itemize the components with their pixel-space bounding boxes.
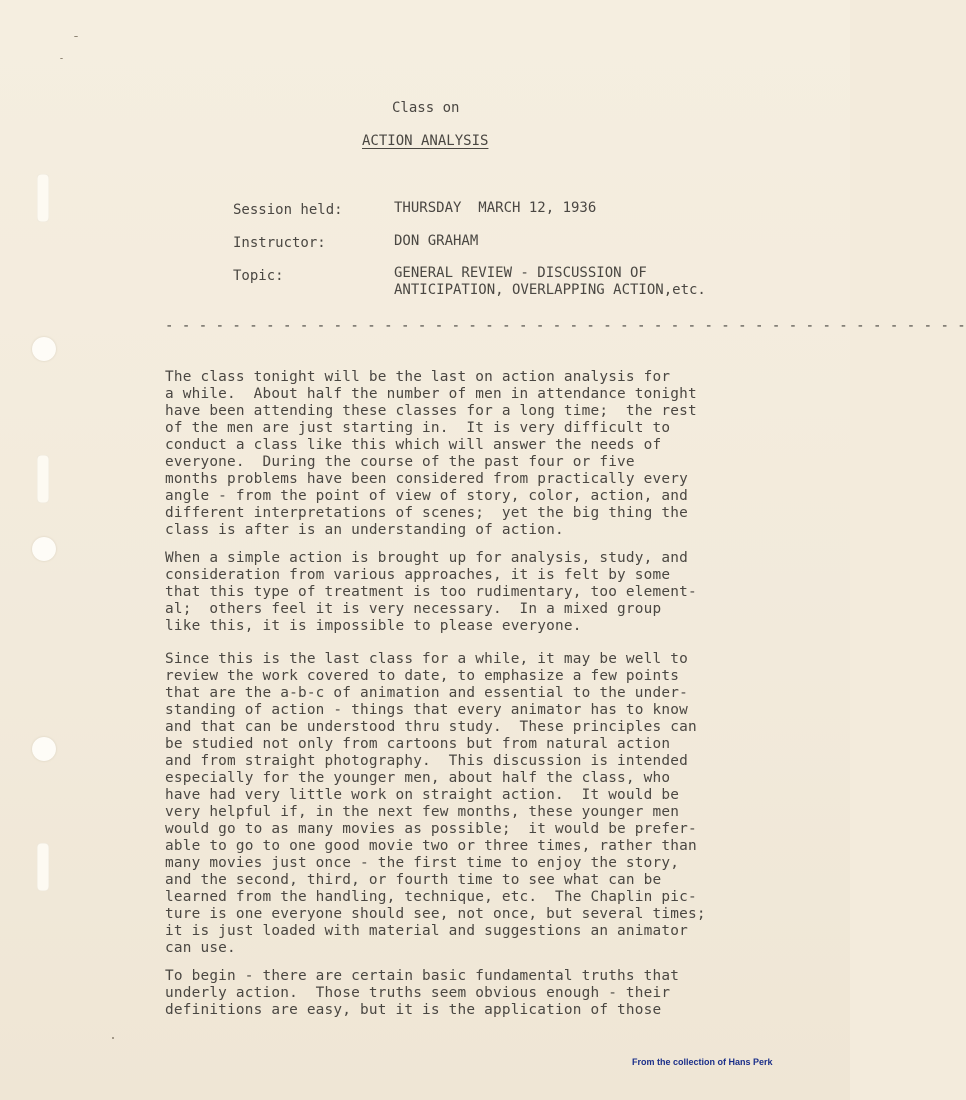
paper-speck — [112, 1037, 114, 1039]
paper-speck — [60, 58, 63, 59]
binder-strip — [37, 174, 49, 222]
paragraph-3: Since this is the last class for a while, it may be well to review the work covered to date, to emphasize a few points that are the a-b-c of animation and essential to the under- standing of action - things that every animator has to know and that can be understood thru study. These principles can be studied not only from cartoons but from natural action and from straight photography. This discussion is intended especially for the younger men, about half the class, who have had very little work on straight action. It would be very helpful if, in the next few months, these younger men would go to as many movies as possible; it would be prefer- able to go to one good movie two or three times, rather than many movies just once - the first time to enjoy the story, and the second, third, or fourth time to see what can be learned from the handling, technique, etc. The Chaplin pic- ture is one everyone should see, not once, but several times; it is just loaded with material and suggestions an animator can use. — [165, 651, 706, 956]
instructor-value: DON GRAHAM — [394, 233, 479, 249]
session-value: THURSDAY MARCH 12, 1936 — [394, 200, 597, 216]
paper-speck — [74, 36, 78, 37]
binder-strip — [37, 843, 49, 891]
binder-strip — [37, 455, 49, 503]
separator-line: - - - - - - - - - - - - - - - - - - - - - - - - - - - - - - - - - - - - - - - - - - - - - - - - — [165, 318, 966, 334]
punch-hole — [32, 737, 56, 761]
paragraph-4: To begin - there are certain basic fundamental truths that underly action. Those truths seem obvious enough - their definitions are easy, but it is the application of those — [165, 968, 680, 1018]
instructor-label: Instructor: — [233, 235, 326, 251]
punch-hole — [32, 537, 56, 561]
paragraph-2: When a simple action is brought up for analysis, study, and consideration from various approaches, it is felt by some that this type of treatment is too rudimentary, too element- al; others feel it is very necessary. In a mixed group like this, it is impossible to please everyone. — [165, 550, 697, 634]
topic-value: GENERAL REVIEW - DISCUSSION OF ANTICIPATION, OVERLAPPING ACTION,etc. — [394, 265, 706, 298]
paragraph-1: The class tonight will be the last on action analysis for a while. About half the number of men in attendance tonight have been attending these classes for a long time; the rest of the men are just starting in. It is very difficult to conduct a class like this which will answer the needs of everyone. During the course of the past four or five months problems have been considered from practically every angle - from the point of view of story, color, action, and different interpretations of scenes; yet the big thing the class is after is an understanding of action. — [165, 369, 697, 538]
session-label: Session held: — [233, 202, 343, 218]
collection-credit: From the collection of Hans Perk — [632, 1057, 773, 1067]
document-title: ACTION ANALYSIS — [362, 133, 489, 149]
topic-label: Topic: — [233, 268, 284, 284]
class-heading: Class on — [392, 100, 460, 116]
punch-hole — [32, 337, 56, 361]
